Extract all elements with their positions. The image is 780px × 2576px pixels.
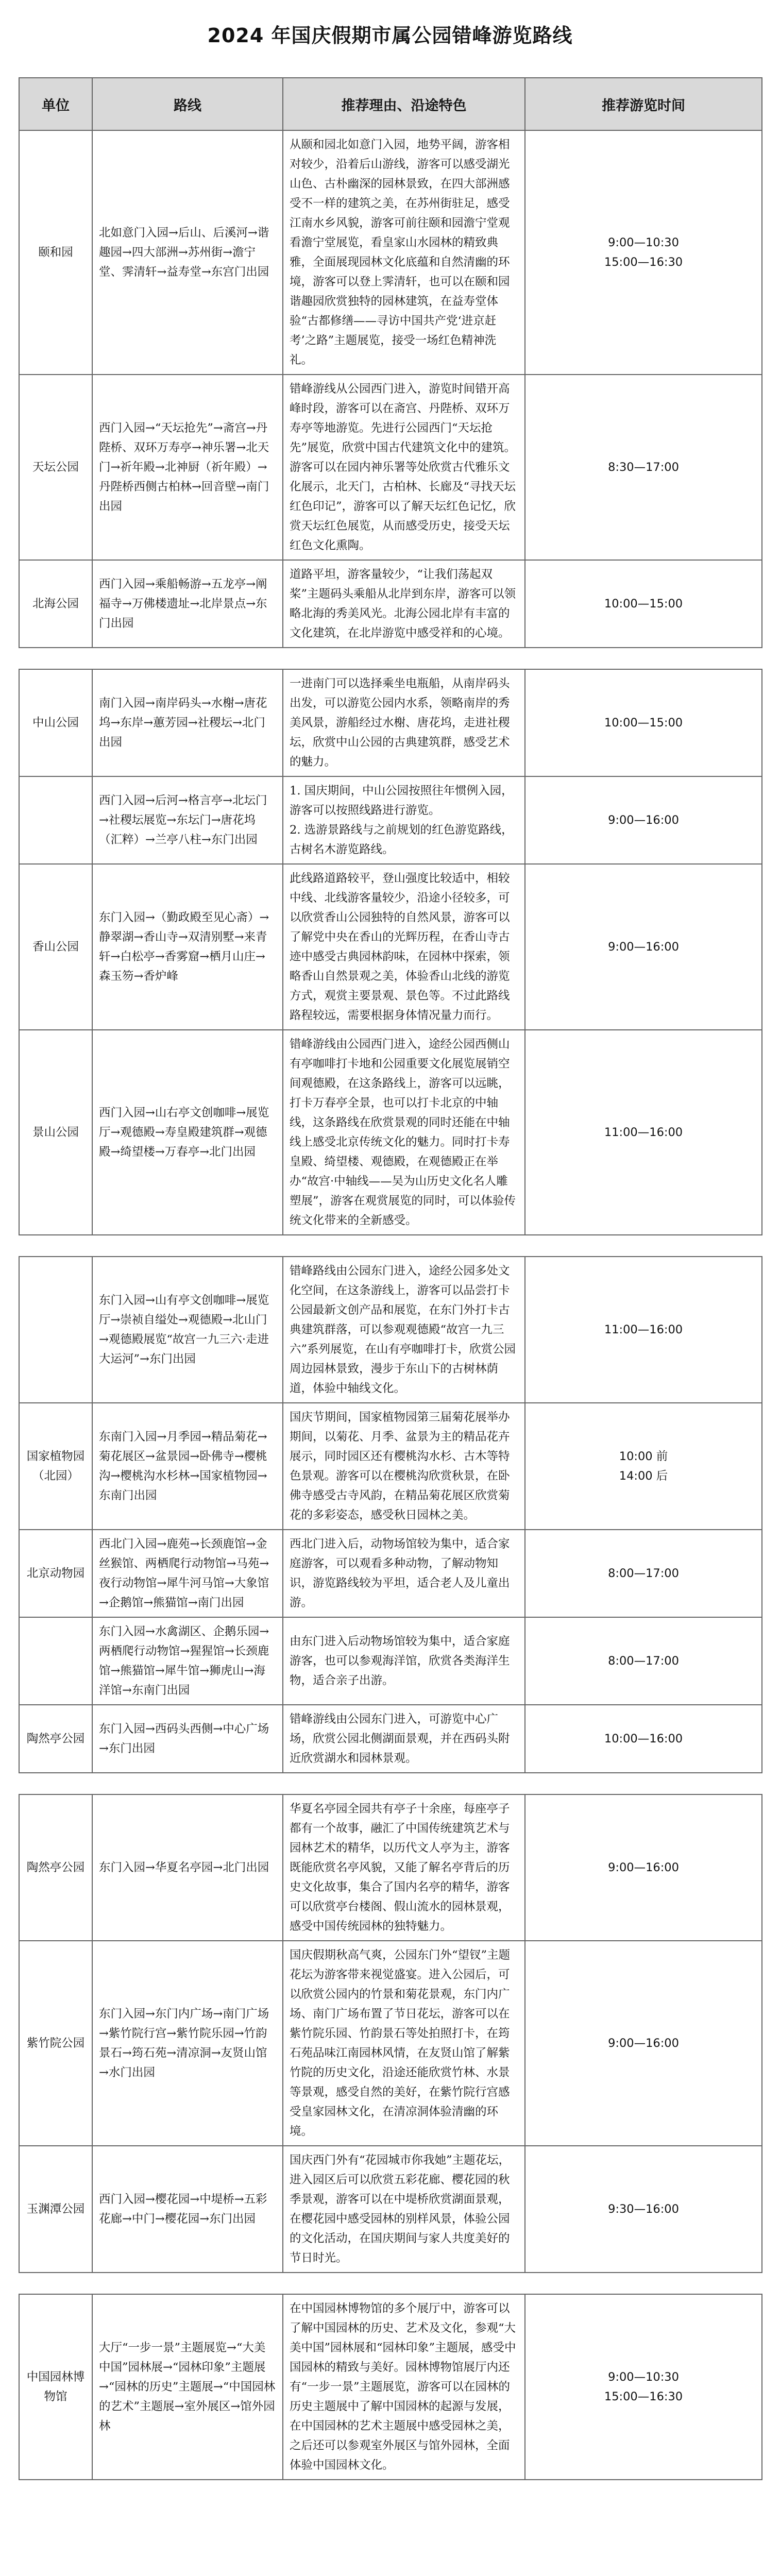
time-cell [525, 1617, 762, 1705]
time-cell [525, 375, 762, 560]
time-cell [525, 1403, 762, 1530]
page-title: 2024 年国庆假期市属公园错峰游览路线 [207, 24, 573, 47]
table-row [19, 130, 762, 375]
time-cell [525, 776, 762, 864]
route-cell [92, 1941, 283, 2146]
table-row [19, 1530, 762, 1617]
time-cell [525, 1530, 762, 1617]
feature-cell-text: 道路平坦，游客量较少，“让我们荡起双桨”主题码头乘船从北岸到东岸，游客可以领略北海的秀美风光。北海公园北岸有丰富的文化建筑，在北岸游览中感受祥和的心境。 [290, 568, 516, 640]
route-cell [92, 1617, 283, 1705]
route-cell-text: 东门入园→山有亭文创咖啡→展览厅→崇祯自缢处→观德殿→北山门→观德殿展览“故宫一九三六·走进大运河”→东门出园 [99, 1294, 269, 1366]
time-cell [525, 2146, 762, 2273]
park-cell-text: 中国园林博物馆 [26, 2370, 85, 2403]
route-cell [92, 1530, 283, 1617]
header-route: 路线 [92, 78, 283, 130]
feature-cell-text: 西北门进入后，动物场馆较为集中，适合家庭游客，可以观看多种动物，了解动物知识，游览路线较为平坦，适合老人及儿童出游。 [290, 1537, 510, 1609]
park-cell-text: 陶然亭公园 [26, 1732, 85, 1745]
route-cell-text: 西门入园→后河→格言亭→北坛门→社稷坛展览→东坛门→唐花坞（汇粹）→兰亭八柱→东门出园 [99, 794, 267, 846]
time-cell [525, 2294, 762, 2480]
park-cell [19, 864, 92, 1030]
park-cell-text: 天坛公园 [32, 461, 79, 474]
route-cell [92, 560, 283, 648]
park-cell-text: 颐和园 [38, 246, 73, 259]
time-cell [525, 1030, 762, 1235]
feature-cell-text: 国庆节期间，国家植物园第三届菊花展举办期间，以菊花、月季、盆景为主的精品花卉展示，同时园区还有樱桃沟水杉、古木等特色景观。游客可以在樱桃沟欣赏秋景，在卧佛寺感受古寺风韵，在精品菊花展区欣赏菊花的多彩姿态，感受秋日园林之美。 [290, 1411, 510, 1522]
time-cell [525, 1794, 762, 1941]
route-cell-text: 东门入园→水禽湖区、企鹅乐园→两栖爬行动物馆→猩猩馆→长颈鹿馆→熊猫馆→犀牛馆→狮虎山→海洋馆→东南门出园 [99, 1625, 269, 1697]
park-cell [19, 669, 92, 776]
route-cell [92, 1403, 283, 1530]
park-cell [19, 130, 92, 375]
time-cell-text: 10:00—15:00 [604, 597, 683, 611]
table-row [19, 2294, 762, 2480]
park-cell-text: 中山公园 [32, 716, 79, 730]
route-cell-text: 西门入园→“天坛抢先”→斋宫→丹陛桥、双环万寿亭→神乐署→北天门→祈年殿→北神厨（祈年殿）→丹陛桥西侧古柏林→回音壁→南门出园 [99, 421, 269, 513]
time-cell-text: 9:00—10:30 [608, 2370, 679, 2384]
park-cell-text: 北海公园 [32, 597, 79, 611]
time-cell [525, 1705, 762, 1773]
gap-cell [19, 1235, 762, 1257]
route-cell-text: 大厅“一步一景”主题展览→“大美中国”园林展→“园林印象”主题展→“园林的历史”主题展→“中国园林的艺术”主题展→室外展区→馆外园林 [99, 2341, 276, 2433]
table-row [19, 1617, 762, 1705]
table-row [19, 669, 762, 776]
time-cell [525, 560, 762, 648]
route-cell [92, 864, 283, 1030]
table-gap [19, 648, 762, 669]
table-gap [19, 1773, 762, 1794]
time-cell-text: 10:00 前 [619, 1450, 668, 1463]
feature-cell-text: 华夏名亭园全园共有亭子十余座，每座亭子都有一个故事，融汇了中国传统建筑艺术与园林艺术的精华，以历代文人亭为主，游客既能欣赏名亭风貌，又能了解名亭背后的历史文化故事，集合了国内名亭的精华，游客可以欣赏亭台楼阁、假山流水的园林景观，感受中国传统园林的独特魅力。 [290, 1802, 510, 1933]
time-cell [525, 669, 762, 776]
route-cell [92, 2146, 283, 2273]
feature-cell-text: 此线路道路较平，登山强度比较适中，相较中线、北线游客量较少，沿途小径较多，可以欣赏香山公园独特的自然风景，游客可以了解党中央在香山的光辉历程，在香山寺古迹中感受古典园林韵味，在园林中探索，领略香山自然景观之美，体验香山北线的游览方式，观赏主要景观、景色等。不过此路线路程较远，需要根据身体情况量力而行。 [290, 872, 510, 1022]
feature-cell [283, 130, 525, 375]
table-row [19, 375, 762, 560]
time-cell [525, 1941, 762, 2146]
table-row [19, 1705, 762, 1773]
time-cell [525, 130, 762, 375]
park-cell-text: 香山公园 [32, 940, 79, 954]
time-cell-text: 9:30—16:00 [608, 2202, 679, 2216]
time-cell [525, 1257, 762, 1403]
feature-cell [283, 776, 525, 864]
feature-cell-text: 由东门进入后动物场馆较为集中，适合家庭游客，也可以参观海洋馆，欣赏各类海洋生物，适合亲子出游。 [290, 1635, 510, 1687]
feature-cell [283, 375, 525, 560]
time-cell-text: 14:00 后 [619, 1469, 668, 1483]
route-cell-text: 东门入园→东门内广场→南门广场→紫竹院行宫→紫竹院乐园→竹韵景石→筠石苑→清凉洞→友贤山馆→水门出园 [99, 2007, 269, 2079]
time-cell-text: 9:00—16:00 [608, 2037, 679, 2050]
park-cell [19, 375, 92, 560]
time-cell-text: 9:00—10:30 [608, 236, 679, 249]
time-cell-text: 10:00—16:00 [604, 1732, 683, 1745]
time-cell-text: 11:00—16:00 [604, 1126, 683, 1139]
park-cell [19, 1530, 92, 1617]
table-row [19, 1030, 762, 1235]
park-cell-text: 景山公园 [32, 1126, 79, 1139]
feature-cell-text: 从颐和园北如意门入园，地势平阔，游客相对较少，沿着后山游线，游客可以感受湖光山色、古朴幽深的园林景致，在四大部洲感受不一样的建筑之美，在苏州街驻足，感受江南水乡风貌，游客可前往颐和园澹宁堂观看澹宁堂展览，看皇家山水园林的精致典雅，全面展现园林文化底蕴和自然清幽的环境，游客可以登上霁清轩，也可以在颐和园谐趣园欣赏独特的园林建筑，在益寿堂体验“古都修缮——寻访中国共产党‘进京赶考’之路”主题展览，接受一场红色精神洗礼。 [290, 138, 510, 367]
park-cell [19, 1030, 92, 1235]
park-cell-text: 国家植物园（北园） [26, 1450, 85, 1483]
time-cell-text: 9:00—16:00 [608, 940, 679, 954]
feature-cell-text: 国庆假期秋高气爽，公园东门外“望钗”主题花坛为游客带来视觉盛宴。进入公园后，可以欣赏公园内的竹景和菊花景观，东门内广场、南门广场布置了节日花坛，游客可以在紫竹院乐园、竹韵景石等处拍照打卡，在筠石苑品味江南园林风情，在友贤山馆了解紫竹院的历史文化，沿途还能欣赏竹林、水景等景观，感受自然的美好，在紫竹院行宫感受皇家园林文化，在清凉洞体验清幽的环境。 [290, 1948, 511, 2138]
park-cell [19, 776, 92, 864]
feature-cell-text: 错峰游线从公园西门进入，游览时间错开高峰时段，游客可以在斋宫、丹陛桥、双环万寿亭等地游览。先进行公园西门“天坛抢先”展览，欣赏中国古代建筑文化中的建筑。游客可以在园内神乐署等处欣赏古代雅乐文化展示，北天门，古柏林、长廊及“寻找天坛红色印记”，游客可以了解天坛红色记忆，欣赏天坛红色展览，从而感受历史，接受天坛红色文化熏陶。 [290, 382, 516, 552]
feature-cell-text: 2. 选游景路线与之前规划的红色游览路线，古树名木游览路线。 [290, 823, 513, 856]
header-park: 单位 [19, 78, 92, 130]
route-cell [92, 1030, 283, 1235]
table-gap [19, 2273, 762, 2294]
routes-table [19, 77, 762, 2480]
table-body [19, 130, 762, 2480]
park-cell [19, 2294, 92, 2480]
feature-cell [283, 1617, 525, 1705]
park-cell [19, 1941, 92, 2146]
feature-cell [283, 669, 525, 776]
park-cell-text: 陶然亭公园 [26, 1861, 85, 1874]
table-row [19, 776, 762, 864]
table-row [19, 560, 762, 648]
park-cell [19, 2146, 92, 2273]
gap-cell [19, 648, 762, 669]
feature-cell [283, 1403, 525, 1530]
time-cell-text: 8:00—17:00 [608, 1654, 679, 1668]
table-row [19, 1794, 762, 1941]
route-cell-text: 东门入园→华夏名亭园→北门出园 [99, 1861, 269, 1874]
gap-cell [19, 1773, 762, 1794]
feature-cell [283, 1941, 525, 2146]
feature-cell-text: 1. 国庆期间，中山公园按照往年惯例入园，游客可以按照线路进行游览。 [290, 784, 513, 817]
feature-cell [283, 2294, 525, 2480]
route-cell-text: 西门入园→山右亭文创咖啡→展览厅→观德殿→寿皇殿建筑群→观德殿→绮望楼→万春亭→北门出园 [99, 1106, 269, 1159]
feature-cell [283, 560, 525, 648]
route-cell [92, 375, 283, 560]
route-cell [92, 1705, 283, 1773]
feature-cell-text: 国庆西门外有“花园城市你我她”主题花坛，进入园区后可以欣赏五彩花廊、樱花园的秋季景观，游客可以在中堤桥欣赏湖面景观，在樱花园中感受园林的别样风景，体验公园的文化活动，在国庆期间与家人共度美好的节日时光。 [290, 2154, 511, 2265]
time-cell-text: 10:00—15:00 [604, 716, 683, 730]
park-cell-text: 北京动物园 [26, 1567, 85, 1580]
time-cell-text: 11:00—16:00 [604, 1323, 683, 1336]
time-cell [525, 864, 762, 1030]
table-row [19, 1941, 762, 2146]
feature-cell [283, 1705, 525, 1773]
header-time: 推荐游览时间 [525, 78, 762, 130]
park-cell-text: 玉渊潭公园 [26, 2202, 85, 2216]
feature-cell-text: 在中国园林博物馆的多个展厅中，游客可以了解中国园林的历史、艺术及文化，参观“大美中国”园林展和“园林印象”主题展，感受中国园林的精致与美好。园林博物馆展厅内还有“一步一景”主题展览，游客可以在园林的历史主题展中了解中国园林的起源与发展，在中国园林的艺术主题展中感受园林之美，之后还可以参观室外展区与馆外园林，全面体验中国园林文化。 [290, 2302, 516, 2472]
park-cell [19, 1617, 92, 1705]
feature-cell [283, 864, 525, 1030]
time-cell-text: 15:00—16:30 [604, 2390, 683, 2403]
table-row [19, 1257, 762, 1403]
route-cell-text: 南门入园→南岸码头→水榭→唐花坞→东岸→蕙芳园→社稷坛→北门出园 [99, 697, 267, 749]
park-cell [19, 1257, 92, 1403]
park-cell [19, 1705, 92, 1773]
park-cell [19, 1403, 92, 1530]
time-cell-text: 9:00—16:00 [608, 1861, 679, 1874]
time-cell-text: 8:30—17:00 [608, 461, 679, 474]
feature-cell [283, 1030, 525, 1235]
route-cell-text: 西北门入园→鹿苑→长颈鹿馆→金丝猴馆、两栖爬行动物馆→马苑→夜行动物馆→犀牛河马馆→大象馆→企鹅馆→熊猫馆→南门出园 [99, 1537, 269, 1609]
route-cell [92, 1257, 283, 1403]
route-cell-text: 西门入园→樱花园→中堤桥→五彩花廊→中门→樱花园→东门出园 [99, 2193, 267, 2226]
route-cell [92, 776, 283, 864]
park-cell [19, 560, 92, 648]
route-cell [92, 1794, 283, 1941]
header-feature: 推荐理由、沿途特色 [283, 78, 525, 130]
route-cell-text: 东门入园→西码头西侧→中心广场→东门出园 [99, 1722, 269, 1755]
park-cell-text: 紫竹院公园 [26, 2037, 85, 2050]
feature-cell-text: 错峰路线由公园东门进入，途经公园多处文化空间，在这条游线上，游客可以品尝打卡公园最新文创产品和展览，在东门外打卡古典建筑群落，可以参观观德殿“故宫一九三六”系列展览，在山有亭咖啡打卡，欣赏公园周边园林景致，漫步于东山下的古树林荫道，体验中轴线文化。 [290, 1264, 516, 1395]
table-header-row [19, 78, 762, 130]
route-cell-text: 北如意门入园→后山、后溪河→谐趣园→四大部洲→苏州街→澹宁堂、霁清轩→益寿堂→东宫门出园 [99, 226, 269, 279]
gap-cell [19, 2273, 762, 2294]
feature-cell-text: 一进南门可以选择乘坐电瓶船，从南岸码头出发，可以游览公园内水系，领略南岸的秀美风景，游船经过水榭、唐花坞，走进社稷坛，欣赏中山公园的古典建筑群，感受艺术的魅力。 [290, 677, 510, 769]
feature-cell-text: 错峰游线由公园东门进入，可游览中心广场，欣赏公园北侧湖面景观，并在西码头附近欣赏湖水和园林景观。 [290, 1713, 510, 1765]
time-cell-text: 15:00—16:30 [604, 256, 683, 269]
table-row [19, 1403, 762, 1530]
feature-cell [283, 1530, 525, 1617]
table-row [19, 864, 762, 1030]
table-row [19, 2146, 762, 2273]
park-cell [19, 1794, 92, 1941]
feature-cell-text: 错峰游线由公园西门进入，途经公园西侧山有亭咖啡打卡地和公园重要文化展览展销空间观德殿，在这条路线上，游客可以远眺，打卡万春亭全景，也可以打卡北京的中轴线，这条路线在欣赏景观的同时还能在中轴线上感受北京传统文化的魅力。同时打卡寿皇殿、绮望楼、观德殿，在观德殿正在举办“故宫·中轴线——吴为山历史文化名人雕塑展”，游客在观赏展览的同时，可以体验传统文化带来的全新感受。 [290, 1038, 516, 1227]
route-cell-text: 西门入园→乘船畅游→五龙亭→阐福寺→万佛楼遗址→北岸景点→东门出园 [99, 578, 267, 630]
route-cell [92, 130, 283, 375]
feature-cell [283, 2146, 525, 2273]
time-cell-text: 9:00—16:00 [608, 814, 679, 827]
time-cell-text: 8:00—17:00 [608, 1567, 679, 1580]
route-cell [92, 2294, 283, 2480]
route-cell [92, 669, 283, 776]
feature-cell [283, 1257, 525, 1403]
table-gap [19, 1235, 762, 1257]
route-cell-text: 东门入园→（勤政殿至见心斋）→静翠湖→香山寺→双清别墅→来青轩→白松亭→香雾窟→栖月山庄→森玉笏→香炉峰 [99, 911, 269, 983]
feature-cell [283, 1794, 525, 1941]
route-cell-text: 东南门入园→月季园→精品菊花→菊花展区→盆景园→卧佛寺→樱桃沟→樱桃沟水杉林→国家植物园→东南门出园 [99, 1430, 267, 1502]
